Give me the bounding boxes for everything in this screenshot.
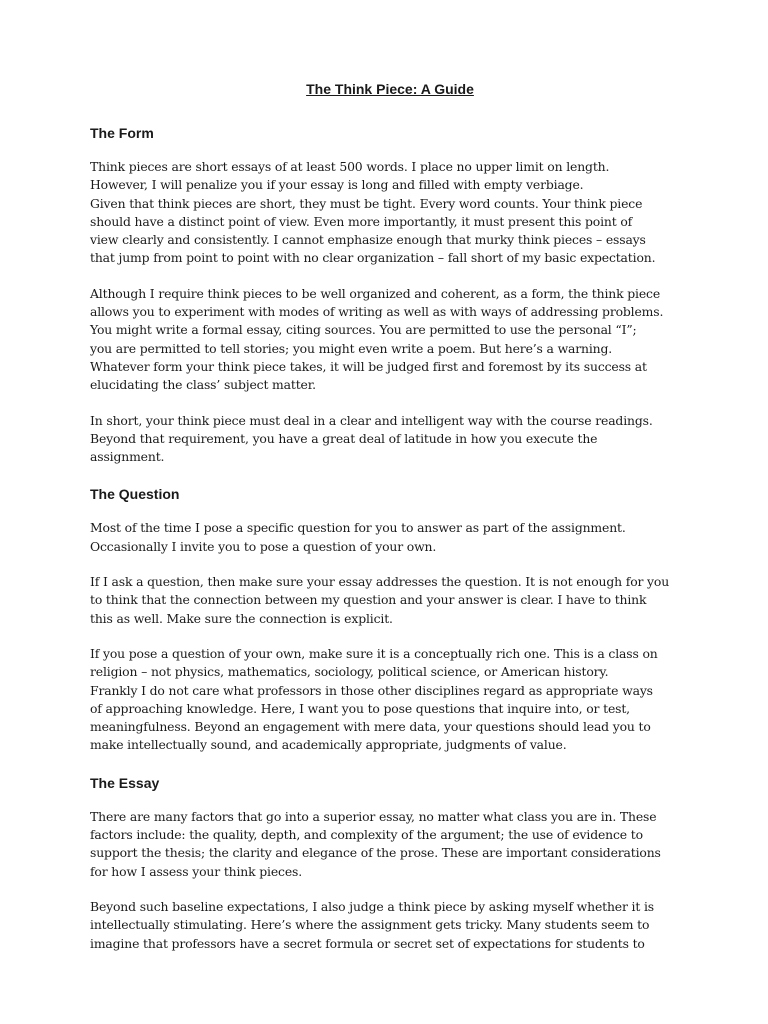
paragraph-line: Whatever form your think piece takes, it will be judged first and foremost by its success at bbox=[90, 358, 647, 374]
paragraph-line: elucidating the class’ subject matter. bbox=[90, 377, 316, 393]
paragraph-line: imagine that professors have a secret formula or secret set of expectations for students to bbox=[90, 935, 645, 951]
paragraph-line: this as well. Make sure the connection is explicit. bbox=[90, 610, 393, 626]
paragraph bbox=[90, 285, 690, 395]
paragraph-line: make intellectually sound, and academically appropriate, judgments of value. bbox=[90, 737, 567, 753]
paragraph-line: that jump from point to point with no clear organization – fall short of my basic expectation. bbox=[90, 250, 656, 266]
paragraph-line: factors include: the quality, depth, and complexity of the argument; the use of evidence to bbox=[90, 827, 643, 843]
paragraph-line: In short, your think piece must deal in a clear and intelligent way with the course readings. bbox=[90, 412, 653, 428]
paragraph-line: Think pieces are short essays of at least 500 words. I place no upper limit on length. bbox=[90, 159, 610, 174]
section-the-form bbox=[90, 122, 690, 466]
paragraph-line: intellectually stimulating. Here’s where the assignment gets tricky. Many students seem to bbox=[90, 917, 650, 933]
paragraph bbox=[90, 645, 690, 755]
document-body bbox=[90, 122, 690, 953]
paragraph-line: to think that the connection between my question and your answer is clear. I have to think bbox=[90, 592, 647, 608]
paragraph-line: view clearly and consistently. I cannot emphasize enough that murky think pieces – essays bbox=[90, 232, 646, 248]
paragraph-line: religion – not physics, mathematics, sociology, political science, or American history. bbox=[90, 664, 609, 680]
paragraph-line: you are permitted to tell stories; you might even write a poem. But here’s a warning. bbox=[90, 340, 613, 356]
paragraph-line: Given that think pieces are short, they must be tight. Every word counts. Your think piece bbox=[90, 195, 643, 211]
section-the-question bbox=[90, 483, 690, 754]
paragraph-line: If I ask a question, then make sure your essay addresses the question. It is not enough for you bbox=[90, 574, 670, 590]
paragraph-line: meaningfulness. Beyond an engagement with mere data, your questions should lead you to bbox=[90, 719, 651, 735]
paragraph-line: support the thesis; the clarity and elegance of the prose. These are important considerations bbox=[90, 845, 661, 861]
paragraph-line: Beyond that requirement, you have a great deal of latitude in how you execute the bbox=[90, 430, 598, 446]
paragraph-line: Beyond such baseline expectations, I also judge a think piece by asking myself whether it is bbox=[90, 898, 654, 914]
paragraph-line: for how I assess your think pieces. bbox=[90, 863, 303, 879]
document-page bbox=[90, 78, 690, 970]
paragraph-line: Although I require think pieces to be well organized and coherent, as a form, the think piece bbox=[90, 285, 661, 301]
paragraph-line: Most of the time I pose a specific question for you to answer as part of the assignment. bbox=[90, 520, 626, 536]
paragraph bbox=[90, 158, 690, 268]
section-heading: The Form bbox=[90, 125, 154, 141]
paragraph-line: allows you to experiment with modes of writing as well as with ways of addressing problems. bbox=[90, 304, 664, 320]
paragraph-line: You might write a formal essay, citing sources. You are permitted to use the personal “I”; bbox=[90, 322, 637, 338]
paragraph bbox=[90, 519, 690, 556]
paragraph-line: should have a distinct point of view. Even more importantly, it must present this point of bbox=[90, 213, 633, 229]
section-the-essay bbox=[90, 772, 690, 953]
paragraph-line: However, I will penalize you if your essay is long and filled with empty verbiage. bbox=[90, 177, 584, 193]
paragraph-line: Occasionally I invite you to pose a question of your own. bbox=[90, 538, 437, 554]
section-heading: The Essay bbox=[90, 774, 160, 791]
paragraph-line: There are many factors that go into a superior essay, no matter what class you are in. These bbox=[90, 808, 657, 824]
paragraph bbox=[90, 412, 690, 467]
document-title: The Think Piece: A Guide bbox=[306, 81, 474, 97]
paragraph-line: Frankly I do not care what professors in those other disciplines regard as appropriate ways bbox=[90, 682, 653, 698]
paragraph bbox=[90, 808, 690, 881]
paragraph-line: If you pose a question of your own, make sure it is a conceptually rich one. This is a class on bbox=[90, 645, 658, 661]
paragraph-line: of approaching knowledge. Here, I want you to pose questions that inquire into, or test, bbox=[90, 700, 630, 716]
section-heading: The Question bbox=[90, 486, 180, 503]
paragraph bbox=[90, 898, 690, 953]
paragraph bbox=[90, 573, 690, 628]
paragraph-line: assignment. bbox=[90, 449, 165, 465]
